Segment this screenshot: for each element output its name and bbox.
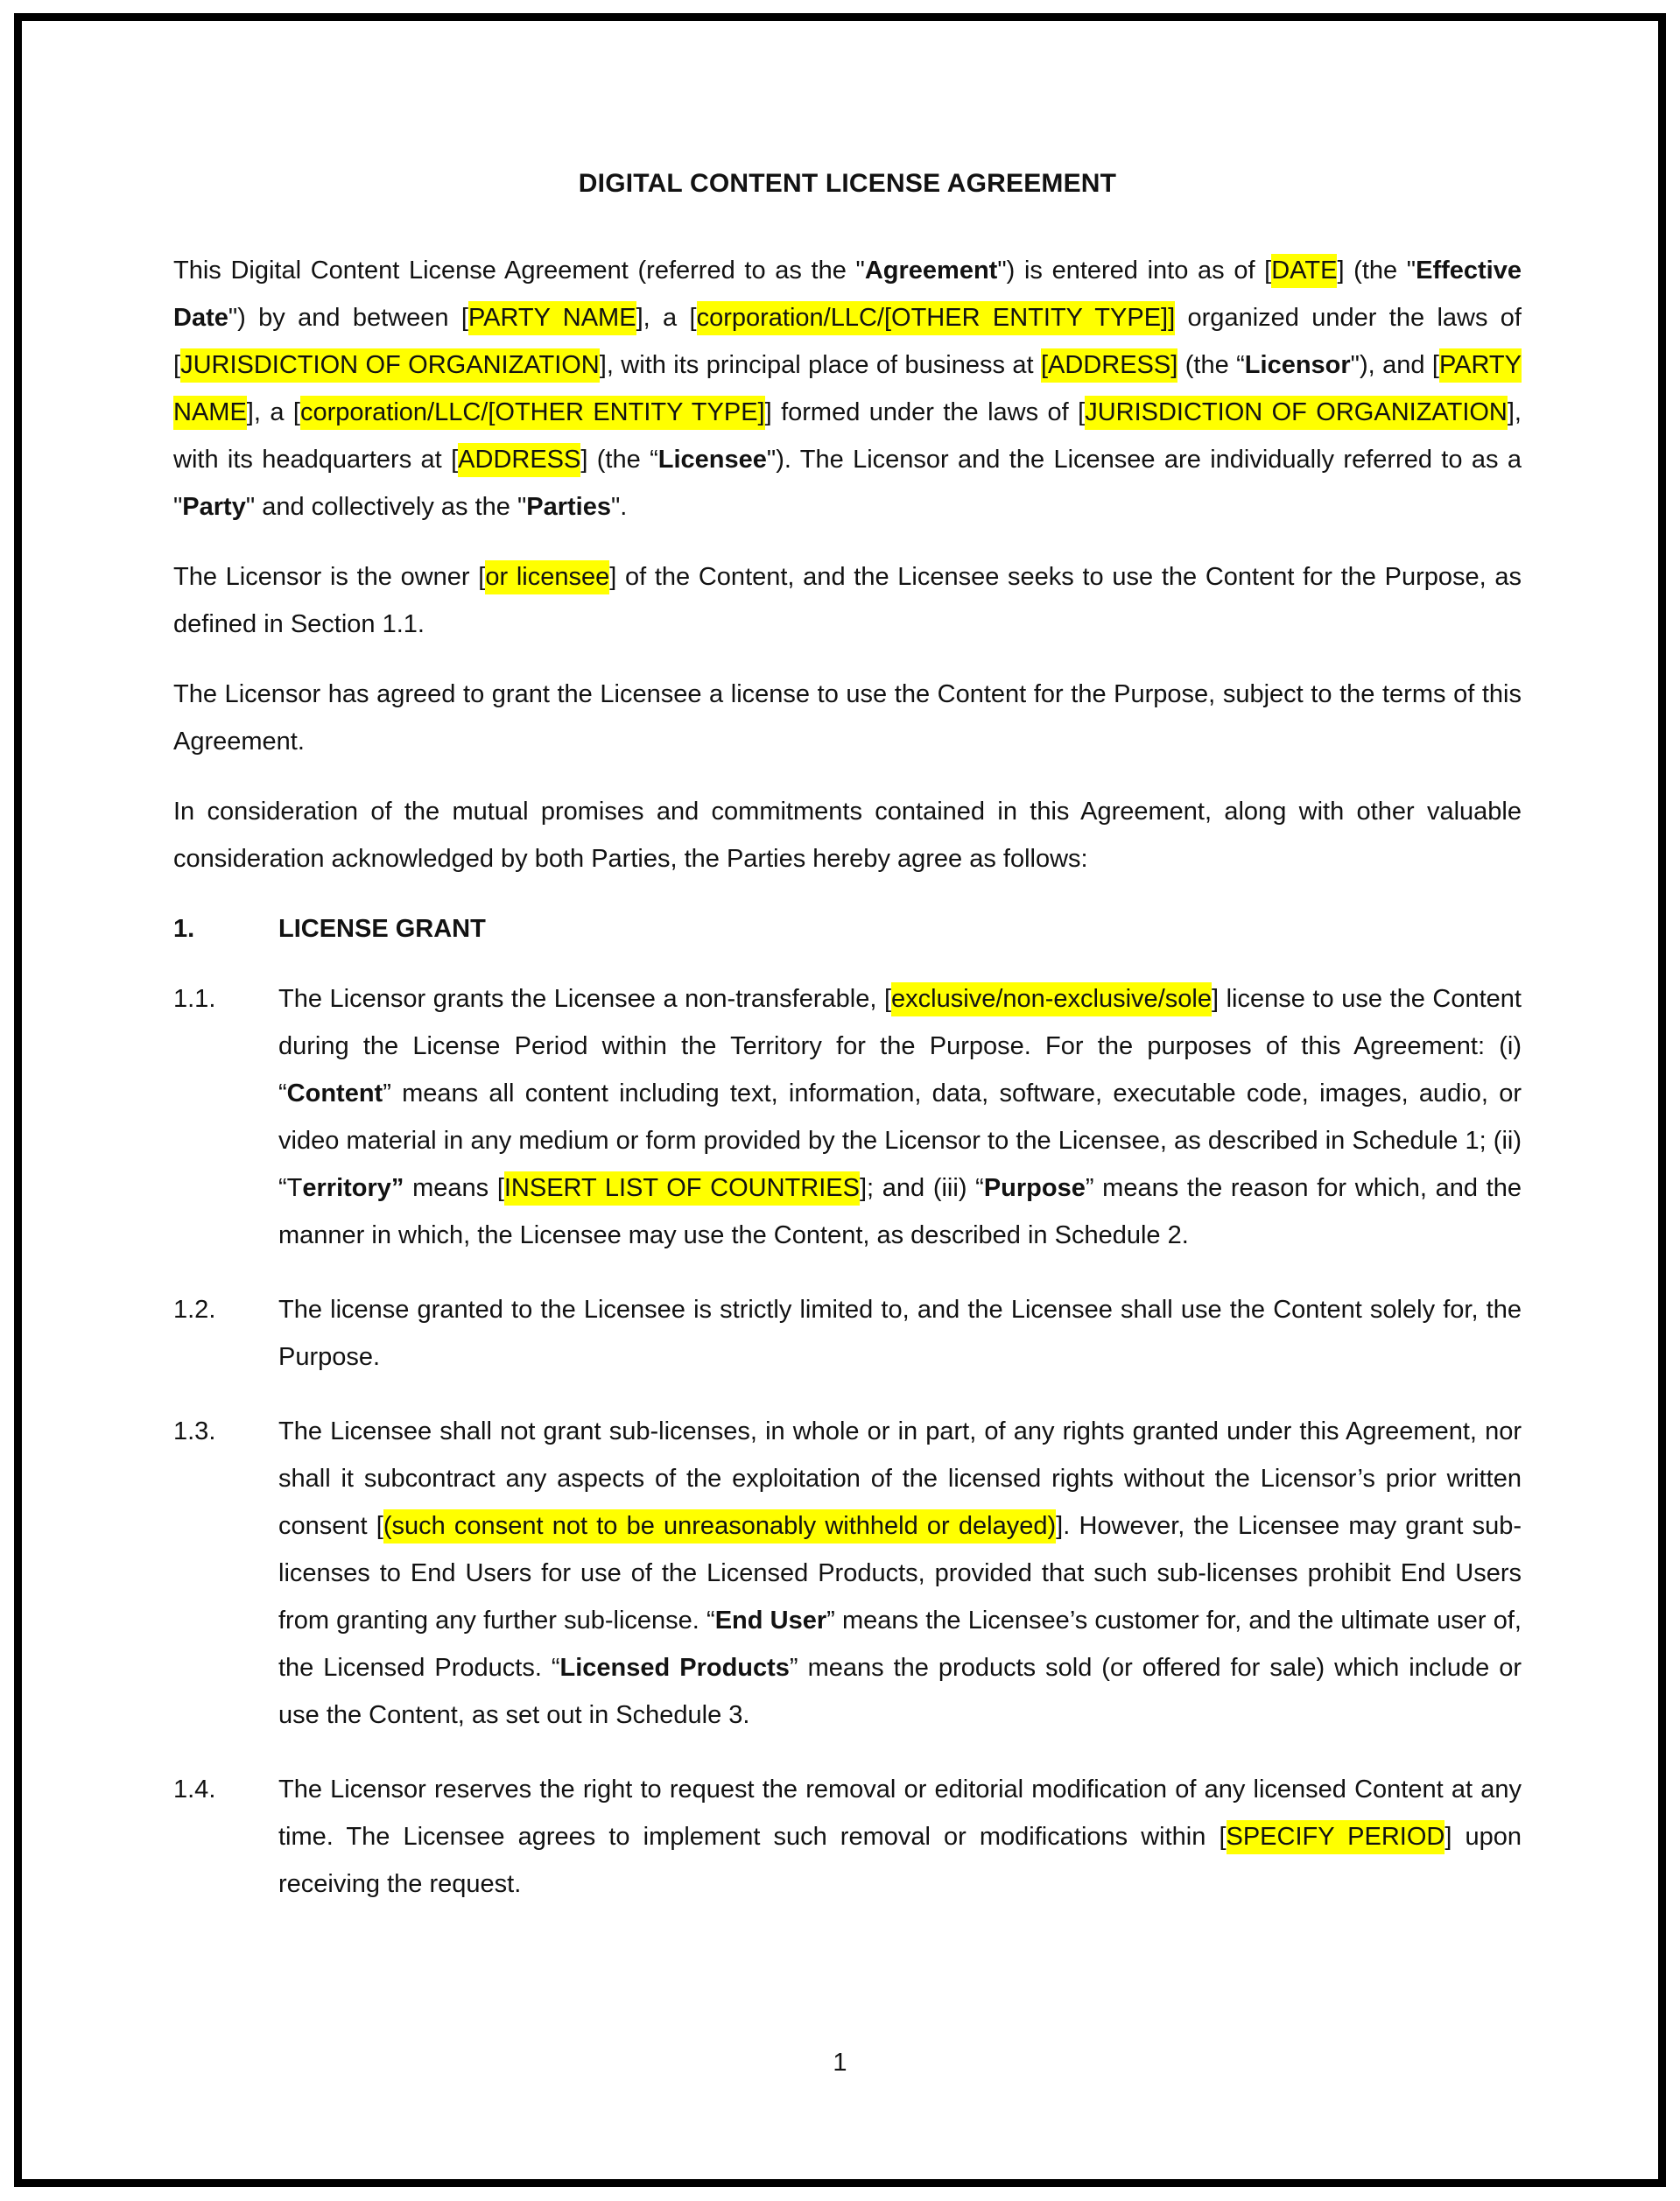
- text-run: ") is entered into as of [: [997, 257, 1272, 285]
- text-run: ” means the products sold (or offered for sale) which include or use the Content, as set out in Schedule 3.: [278, 1654, 1522, 1729]
- text-run: Parties: [526, 493, 611, 521]
- text-run: ] (the ": [1337, 257, 1416, 285]
- highlighted-placeholder: [ADDRESS]: [1041, 348, 1177, 383]
- clause-body: [278, 1286, 1522, 1381]
- text-run: ], with its principal place of business at: [599, 351, 1041, 379]
- text-run: (the “: [1177, 351, 1245, 379]
- clause-body: [278, 975, 1522, 1259]
- text-run: ] formed under the laws of [: [764, 398, 1086, 426]
- highlighted-placeholder: exclusive/non-exclusive/sole: [891, 982, 1212, 1016]
- text-run: ], a [: [636, 304, 697, 332]
- text-run: ] upon receiving the request.: [278, 1823, 1522, 1898]
- text-run: ]; and (iii) “: [859, 1174, 984, 1202]
- clause-1-1: [173, 975, 1522, 1259]
- text-run: The Licensor is the owner [: [173, 563, 486, 591]
- text-run: ” means the Licensee’s customer for, and the ultimate user of, the Licensed Products. “: [278, 1607, 1522, 1682]
- text-run: ], with its headquarters at [: [173, 398, 1522, 474]
- intro-paragraph-grant: [173, 671, 1522, 765]
- page-number: 1: [833, 2049, 847, 2077]
- text-run: " and collectively as the ": [245, 493, 527, 521]
- text-run: Licensee: [657, 446, 767, 474]
- text-run: The Licensor reserves the right to request the removal or editorial modification of any licensed Content at any time. The Licensee agrees to implement such removal or modifications within [: [278, 1776, 1522, 1851]
- text-run: In consideration of the mutual promises and commitments contained in this Agreement, along with other valuable consideration acknowledged by both Parties, the Parties hereby agree as follows:: [173, 798, 1522, 873]
- text-run: The Licensor has agreed to grant the Licensee a license to use the Content for the Purpose, subject to the terms of this Agreement.: [173, 680, 1522, 756]
- clause-1-4: [173, 1766, 1522, 1908]
- clause-body: [278, 1766, 1522, 1908]
- text-run: ] of the Content, and the Licensee seeks to use the Content for the Purpose, as defined in Section 1.1.: [173, 563, 1522, 638]
- highlighted-placeholder: ADDRESS: [458, 443, 580, 477]
- clause-number: 1.3.: [173, 1417, 216, 1445]
- text-run: organized under the laws of [: [173, 304, 1522, 379]
- section-title: LICENSE GRANT: [278, 915, 486, 943]
- clause-number: 1.2.: [173, 1296, 216, 1324]
- highlighted-placeholder: corporation/LLC/[OTHER ENTITY TYPE]: [300, 396, 765, 430]
- highlighted-placeholder: corporation/LLC/[OTHER ENTITY TYPE]]: [697, 301, 1176, 335]
- text-run: Licensor: [1244, 351, 1351, 379]
- clause-1-2: [173, 1286, 1522, 1381]
- highlighted-placeholder: DATE: [1271, 254, 1337, 288]
- text-run: Content: [286, 1079, 383, 1108]
- text-run: The Licensor grants the Licensee a non-transferable, [: [278, 985, 892, 1013]
- highlighted-placeholder: SPECIFY PERIOD: [1227, 1820, 1445, 1854]
- section-number: 1.: [173, 915, 195, 943]
- highlighted-placeholder: INSERT LIST OF COUNTRIES: [504, 1171, 860, 1206]
- clause-body: [278, 1408, 1522, 1739]
- text-run: Licensed Products: [559, 1654, 790, 1682]
- document-content: [173, 166, 1522, 1935]
- text-run: ] (the “: [580, 446, 658, 474]
- document-title: DIGITAL CONTENT LICENSE AGREEMENT: [578, 169, 1117, 198]
- clause-number: 1.1.: [173, 985, 216, 1013]
- text-run: means [: [404, 1174, 504, 1202]
- highlighted-placeholder: PARTY NAME: [173, 348, 1522, 430]
- text-run: "). The Licensor and the Licensee are individually referred to as a ": [173, 446, 1522, 521]
- text-run: ".: [611, 493, 628, 521]
- highlighted-placeholder: JURISDICTION OF ORGANIZATION: [180, 348, 600, 383]
- intro-paragraph-parties: [173, 247, 1522, 531]
- text-run: ” means the reason for which, and the manner in which, the Licensee may use the Content, as described in Schedule 2.: [278, 1174, 1522, 1249]
- text-run: ] license to use the Content during the License Period within the Territory for the Purpose. For the purposes of this Agreement: (i) “: [278, 985, 1522, 1108]
- text-run: ]. However, the Licensee may grant sub-licenses to End Users for use of the Licensed Products, provided that such sub-licenses prohibit End Users from granting any further sub-license. “: [278, 1512, 1522, 1635]
- text-run: ") by and between [: [228, 304, 468, 332]
- text-run: End User: [714, 1607, 827, 1635]
- text-run: Party: [182, 493, 246, 521]
- text-run: The Licensee shall not grant sub-licenses, in whole or in part, of any rights granted under this Agreement, nor shall it subcontract any aspects of the exploitation of the licensed rights without the Licensor’s prior written consent [: [278, 1417, 1522, 1540]
- text-run: This Digital Content License Agreement (referred to as the ": [173, 257, 865, 285]
- highlighted-placeholder: (such consent not to be unreasonably withheld or delayed): [383, 1509, 1056, 1544]
- highlighted-placeholder: JURISDICTION OF ORGANIZATION: [1085, 396, 1508, 430]
- highlighted-placeholder: PARTY NAME: [468, 301, 636, 335]
- clause-number: 1.4.: [173, 1776, 216, 1804]
- section-heading-license-grant: [173, 905, 1522, 953]
- text-run: erritory”: [302, 1174, 404, 1202]
- text-run: The license granted to the Licensee is strictly limited to, and the Licensee shall use the Content solely for, the Purpose.: [278, 1296, 1522, 1371]
- text-run: Purpose: [983, 1174, 1086, 1202]
- text-run: ], a [: [246, 398, 300, 426]
- highlighted-placeholder: or licensee: [485, 560, 609, 594]
- text-run: ” means all content including text, information, data, software, executable code, images, audio, or video material in any medium or form provided by the Licensor to the Licensee, as described in Schedule 1; (ii) “T: [278, 1079, 1522, 1202]
- text-run: Agreement: [864, 257, 998, 285]
- clause-1-3: [173, 1408, 1522, 1739]
- text-run: Effective Date: [173, 257, 1522, 332]
- intro-paragraph-consideration: [173, 788, 1522, 883]
- intro-paragraph-owner: [173, 553, 1522, 648]
- text-run: "), and [: [1350, 351, 1439, 379]
